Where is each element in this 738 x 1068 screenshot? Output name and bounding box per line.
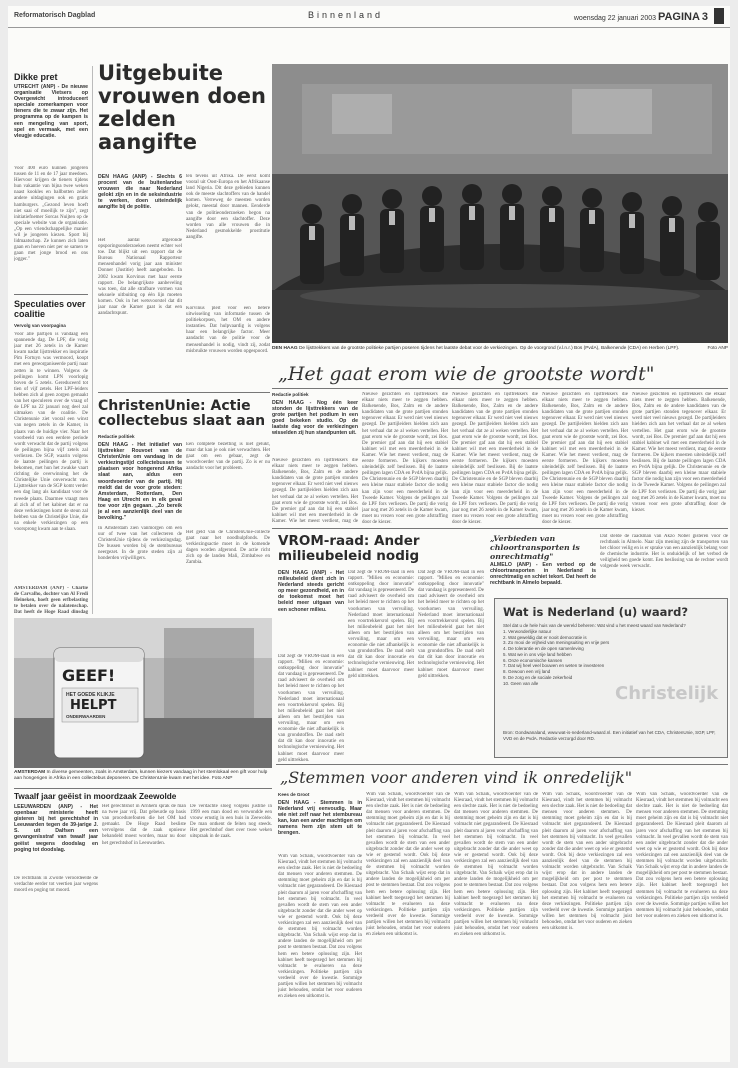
caption-text: De lijsttrekkers van de grootste politieke partijen poseren tijdens het laatste debat voor de verkiezingen. Op de voorgrond (v.l.n.r.) Bos (PvdA), Balkenende (CDA) en Herben (LPF).	[298, 346, 680, 351]
page-header	[8, 6, 730, 28]
quote1-body-part-1: Nieuwe gezichten en lijsttrekkers die elkaar niets meer te zeggen hebben. Balkenende, Bos, Zalm en de andere kandidaten van de grote partijen stonden tegenover elkaar. Er werd niet veel nieuws gezegd. De partijleiders hielden zich aan het verhaal dat ze al weken vertellen. Het gaat erom wie de grootste wordt, zei Bos. De premier gaf aan dat hij een stabiel kabinet wil met een meerderheid in de Kamer. Wie het meest verdient, mag de	[272, 458, 358, 524]
section-name: Binnenland	[308, 10, 384, 20]
vrom-headline: VROM-raad: Ander milieubeleid nodig	[278, 533, 420, 564]
chloor-headline: „Verbieden van chloortransporten is onrechtmatig"	[490, 534, 580, 561]
christenunie-body-3: Het geld van de ChristenUnie-collecte gaat naar het noodhulpfonds. De verkiezingsactie moet in de komende dagen worden afgerond. De actie richt zich op de landen Mali, Zimbabwe en Zambia.	[186, 530, 270, 566]
quote1-body-part-5: Nieuwe gezichten en lijsttrekkers die elkaar niets meer te zeggen hebben. Balkenende, Bos, Zalm en de andere kandidaten van de grote partijen stonden tegenover elkaar. Er werd niet veel nieuws gezegd. De partijleiders hielden zich aan het verhaal dat ze al weken vertellen. Het gaat erom wie de grootste wordt, zei Bos. De premier gaf aan dat hij een stabiel kabinet wil met een meerderheid in de Kamer. Wie het meest verdient, mag de eerste formeren. De kijkers moesten uiteindelijk zelf beslissen. Bij de laatste peilingen lagen CDA en PvdA bijna gelijk. De Christenunie en de SGP bleven daarbij een kleine maar stabiele factor die nodig kan zijn voor een meerderheid in de Tweede Kamer. Volgens de peilingen zal de LPF fors verliezen. De partij die vorig jaar nog met 26 zetels in de Kamer kwam, moet nu vrezen voor een grote afstraffing door de kiezer.	[632, 392, 726, 513]
wat-option: 3. Zo mooi de vrijheid van meningsuiting en vrije pers	[503, 640, 610, 646]
quote1-headline: „Het gaat erom wie de grootste wordt"	[278, 363, 655, 385]
quote2-kicker: Kees de Groot	[278, 792, 310, 797]
photo-credit: Foto ANP	[211, 776, 233, 781]
caption-head: DEN HAAG	[272, 346, 298, 351]
page-number: 3	[701, 11, 708, 23]
column-divider	[92, 66, 93, 614]
christenunie-body-1: In Amsterdam zien vanmorgen om een uur of twee van het collecteren de ChristenUnie tijdens de verkiezingsdag. De bussen worden bij de stembureaus neergezet. In de grote steden zijn al honderden vrijwilligers.	[98, 526, 182, 562]
divider	[14, 294, 88, 295]
divider	[272, 388, 728, 389]
quote1-kicker: Redactie politiek	[272, 392, 309, 397]
twaalf-lead: LEEUWARDEN (ANP) - Het openbaar ministerie heeft gisteren bij het gerechtshof in Leeuwarden tegen de 39-jarige J. S. uit Dalfsen een gevangenisstraf van twaalf jaar geëist wegens doodslag en poging tot doodslag.	[14, 804, 98, 853]
bus-text-onderwaarden: ONDERWAARDEN	[66, 714, 106, 719]
speculaties-body: Voor alle partijen is vandaag een spannende dag. De LPF, die vorig jaar met 26 zetels in de Kamer kwam nadat lijsttrekker en inspiratie Pim Fortuyn was vermoord, koopt met een gereorganiseerde partij naar zetten in te winnen. Volgens de peilingen komt LPN voorlopig boven de 5 zetels. Gereduceerd tot tien of vijf zetels. Het LPF-leiders hebben zich al geen zorgen gemaakt van het speculeren over de vraag of de LPF na 22 januari nog deel zal uitmaken van de coalitie. De Christenunie ziet vooral een winst van negen zetels in de Kamer, in plaats van de huidige vier. Naar het voorbeeld van een eerdere periode wordt verwacht dat de partij volgens de peilingen bijna vijf zetels zal verliezen. De SGP, waarin volgens de laatste peilingen de partij is bekomen, met hun het zwakke vaart richting de overwinning het de Christelijke Unie onverwacht van. Lijsttrekker van de SGP komt verder een dag lang als kandidaat voor de tweede plaats. Daarmee vraagt men al zich af of het kabinet dat er na deze verkiezingen komt de steun zal hebben van de Christelijke Unie, die na enkele verkiezingen op een voorsprong kwam aan te slaan.	[14, 332, 88, 532]
uitgebuite-body-3: Korvinus pleit voor een betere uitwisseling van informatie tussen de politiekorpsen, het OM en andere instanties. Dat hulpvaardig is volgens haar een belangrijke factor. Meer aandacht van de politie voor de mensenhandel is nodig, vindt zij, zodat misbruikte vrouwen worden opgespoord.	[186, 306, 270, 354]
debate-photo-image	[272, 64, 728, 343]
quote2-body-part-4: Wim van Schaik, woordvoerder van de Kiesraad, vindt het stemmen bij volmacht een slechte zaak. Het is niet de bedoeling dat mensen voor anderen stemmen. De stemming moet geheim zijn en dat is bij volmacht niet gegarandeerd. De Kiesraad pleit daarom al jaren voor afschaffing van het stemmen bij volmacht. In veel gevallen wordt de stem van een ander uitgebracht zonder dat die ander weet op wie er gestemd wordt. Ook bij deze verkiezingen zal een aanzienlijk deel van de stemmen bij volmacht worden uitgebracht. Van Schaik wijst erop dat in andere landen de mogelijkheid om per post te stemmen bestaat. Dat zou volgens hem een betere oplossing zijn. Het kabinet heeft toegezegd het stemmen bij volmacht te evalueren na deze verkiezingen. Politieke partijen zijn verdeeld over de kwestie. Sommige partijen willen het stemmen bij volmacht juist behouden, omdat het voor ouderen en zieken een uitkomst is.	[542, 792, 632, 932]
wat-title: Wat is Nederland (u) waard?	[503, 605, 688, 619]
divider	[272, 528, 728, 529]
collectebus-caption	[14, 770, 272, 784]
christenunie-kicker: Redactie politiek	[98, 434, 135, 439]
wat-option: 6. Onze economische kansen	[503, 657, 563, 663]
wat-option: 7. Dat wij heel veel bouwen en weten te investeren	[503, 663, 605, 669]
quote2-body-part-2: Wim van Schaik, woordvoerder van de Kiesraad, vindt het stemmen bij volmacht een slechte zaak. Het is niet de bedoeling dat mensen voor anderen stemmen. De stemming moet geheim zijn en dat is bij volmacht niet gegarandeerd. De Kiesraad pleit daarom al jaren voor afschaffing van het stemmen bij volmacht. In veel gevallen wordt de stem van een ander uitgebracht zonder dat die ander weet op wie er gestemd wordt. Ook bij deze verkiezingen zal een aanzienlijk deel van de stemmen bij volmacht worden uitgebracht. Van Schaik wijst erop dat in andere landen de mogelijkheid om per post te stemmen bestaat. Dat zou volgens hem een betere oplossing zijn. Het kabinet heeft toegezegd het stemmen bij volmacht te evalueren na deze verkiezingen. Politieke partijen zijn verdeeld over de kwestie. Sommige partijen willen het stemmen bij volmacht juist behouden, omdat het voor ouderen en zieken een uitkomst is.	[366, 792, 450, 938]
debate-photo-caption	[272, 346, 728, 360]
wat-option: 10. Geen van alle	[503, 680, 539, 686]
quote1-body-part-2: Nieuwe gezichten en lijsttrekkers die elkaar niets meer te zeggen hebben. Balkenende, Bos, Zalm en de andere kandidaten van de grote partijen stonden tegenover elkaar. Er werd niet veel nieuws gezegd. De partijleiders hielden zich aan het verhaal dat ze al weken vertellen. Het gaat erom wie de grootste wordt, zei Bos. De premier gaf aan dat hij een stabiel kabinet wil met een meerderheid in de Kamer. Wie het meest verdient, mag de eerste formeren. De kijkers moesten uiteindelijk zelf beslissen. Bij de laatste peilingen lagen CDA en PvdA bijna gelijk. De Christenunie en de SGP bleven daarbij een kleine maar stabiele factor die nodig kan zijn voor een meerderheid in de Tweede Kamer. Volgens de peilingen zal de LPF fors verliezen. De partij die vorig jaar nog met 26 zetels in de Kamer kwam, moet nu vrezen voor een grote afstraffing door de kiezer.	[362, 392, 448, 524]
caption-head: AMSTERDAM	[14, 770, 46, 775]
wat-is-nederland-box	[494, 598, 728, 758]
wat-option: 1. Verwonderlijke natuur	[503, 628, 552, 634]
quote2-body-part-5: Wim van Schaik, woordvoerder van de Kiesraad, vindt het stemmen bij volmacht een slechte zaak. Het is niet de bedoeling dat mensen voor anderen stemmen. De stemming moet geheim zijn en dat is bij volmacht niet gegarandeerd. De Kiesraad pleit daarom al jaren voor afschaffing van het stemmen bij volmacht. In veel gevallen wordt de stem van een ander uitgebracht zonder dat die ander weet op wie er gestemd wordt. Ook bij deze verkiezingen zal een aanzienlijk deel van de stemmen bij volmacht worden uitgebracht. Van Schaik wijst erop dat in andere landen de mogelijkheid om per post te stemmen bestaat. Dat zou volgens hem een betere oplossing zijn. Het kabinet heeft toegezegd het stemmen bij volmacht te evalueren na deze verkiezingen. Politieke partijen zijn verdeeld over de kwestie. Sommige partijen willen het stemmen bij volmacht juist behouden, omdat het voor ouderen en zieken een uitkomst is.	[636, 792, 728, 919]
quote2-body-part-1: Wim van Schaik, woordvoerder van de Kiesraad, vindt het stemmen bij volmacht een slechte zaak. Het is niet de bedoeling dat mensen voor anderen stemmen. De stemming moet geheim zijn en dat is bij volmacht niet gegarandeerd. De Kiesraad pleit daarom al jaren voor afschaffing van het stemmen bij volmacht. In veel gevallen wordt de stem van een ander uitgebracht zonder dat die ander weet op wie er gestemd wordt. Ook bij deze verkiezingen zal een aanzienlijk deel van de stemmen bij volmacht worden uitgebracht. Van Schaik wijst erop dat in andere landen de mogelijkheid om per post te stemmen bestaat. Dat zou volgens hem een betere oplossing zijn. Het kabinet heeft toegezegd het stemmen bij volmacht te evalueren na deze verkiezingen. Politieke partijen zijn verdeeld over de kwestie. Sommige partijen willen het stemmen bij volmacht juist behouden, omdat het voor ouderen en zieken een uitkomst is.	[278, 854, 362, 1000]
christenunie-lead: DEN HAAG - Het initiatief van lijsttrekker Rouvoet van de ChristenUnie om vandaag in de verkiezingstijd collectebussen te plaatsen voor hongerend Afrika slaat aan, aldus een woordvoerder van de partij. Hij meldt dat de voor grote steden: Amsterdam, Rotterdam, Den Haag en Utrecht en in elk geval toe voor zijn gegaan. „Zo bereik je al een aanzienlijk deel van de bevolking."	[98, 442, 182, 522]
wat-option: 2. Wat geweldig dat er nooit democratie is	[503, 634, 587, 640]
twaalf-body-1: De rechtbank in Zwolle veroordeelde de verdachte eerder tot veertien jaar wegens moord en poging tot moord.	[14, 876, 98, 894]
collectebus-photo	[14, 618, 272, 768]
paper-name: Reformatorisch Dagblad	[14, 12, 96, 19]
wat-question-list	[503, 623, 721, 687]
caption-text: In diverse gemeenten, zoals in Amsterdam, kunnen kiezers vandaag in het stemlokaal een gift voor hulp aan hongerigen in Afrika in een collectebus deponeren. De ChristenUnie kwam met het idee.	[14, 770, 268, 781]
chloor-lead: ALMELO (ANP) - Een verbod op de chloortransporten in Nederland is onrechtmatig en schiet tekort. Dat heeft de rechtbank in Almelo bepaald.	[490, 562, 596, 587]
amsterdam-note: AMSTERDAM (ANP) - Charlie de Carvalho, dochter van Al Fredi Heineken, hoeft geen erfbelasting te betalen over de nalatenschap. Dat heeft de Hoge Raad dinsdag	[14, 586, 88, 614]
divider	[98, 392, 270, 393]
page-label: PAGINA	[657, 11, 700, 23]
quote2-lead: DEN HAAG - Stemmen is in Nederland vrij eenvoudig. Maar wie niet zelf naar het stembureau kan, kan een ander machtigen om namens hem zijn stem uit te brengen.	[278, 800, 362, 837]
photo-credit: Foto ANP	[707, 346, 728, 351]
quote1-lead: DEN HAAG - Nog één keer stonden de lijsttrekkers van de grote partijen het podium in een goed bekeken studio. Op de laatste dag voor de verkiezingen wisselden zij hun standpunten uit.	[272, 400, 358, 437]
collectebus-photo-image	[14, 618, 272, 768]
wat-option: 4. De tolerantie en de open samenleving	[503, 646, 584, 652]
vrom-body-part-1: Dat zegt de VROM-raad in een rapport. "Milieu en economie: ontkoppeling door innovatie" dat vandaag is gepresenteerd. De raad adviseert de overheid om het beleid meer te richten op het voorkomen van vervuiling. Nederland moet internationaal een voortrekkersrol spelen. Bij het milieubeleid gaat het niet alleen om het bestrijden van vervuiling, maar om een economie die niet afhankelijk is van grondstoffen. De raad stelt dat dit kan door innovatie en technologische vernieuwing. Het kabinet moet daarvoor meer geld uittrekken.	[278, 654, 344, 763]
dikke-pret-title: Dikke pret	[14, 72, 58, 82]
quote2-headline: „Stemmen voor anderen vind ik onredelijk"	[280, 768, 633, 787]
speculaties-kicker: Vervolg van voorpagina	[14, 323, 66, 328]
speculaties-title: Speculaties over coalitie	[14, 299, 86, 319]
twaalf-body-2: Het gerechtshof in Arnhem sprak de man na twee jaar vrij. Dat gebeurde op basis van procedurefouten die het OM had gemaakt. De Hoge Raad besliste vervolgens dat de zaak opnieuw behandeld moest worden, maar nu door het gerechtshof in Leeuwarden.	[102, 804, 186, 846]
wat-option: 9. De zorg en de sociale zekerheid	[503, 675, 573, 681]
bus-text-helpt: HELPT	[70, 698, 117, 713]
wat-option: 8. Gewoon een vrij land	[503, 669, 551, 675]
wat-intro: Stel dat u de hele huis van de wereld beheren: Wat vind u het meest waard van Nederland?	[503, 623, 686, 628]
twaalf-body-3: De verdachte sloeg volgens justitie in 1999 een man dood en verwondde een vrouw ernstig in een huis in Zeewolde. De man ontkent de feiten nog steeds. Het gerechtshof doet over twee weken uitspraak in de zaak.	[190, 804, 272, 840]
uitgebuite-lead: DEN HAAG (ANP) - Slechts 6 procent van de buitenlandse vrouwen die naar Nederland gelokt zijn en in de seksindustrie te werken, doen uiteindelijk aangifte bij de politie.	[98, 174, 182, 211]
page-tab-marker	[714, 8, 724, 24]
bus-text-geef: GEEF!	[62, 666, 116, 685]
uitgebuite-headline: Uitgebuite vrouwen doen zelden aangifte	[98, 61, 266, 154]
twaalf-headline: Twaalf jaar geëist in moordzaak Zeewolde	[14, 792, 177, 801]
wat-watermark: Christelijk	[615, 683, 719, 704]
christenunie-body-2: Een complete bezetting is niet gelukt, maar dat kan je ook niet verwachten. Het gaat om een gebaar, zegt de woordvoerder van de partij. Zo is er nu aandacht voor het probleem.	[186, 442, 270, 472]
quote1-body-part-3: Nieuwe gezichten en lijsttrekkers die elkaar niets meer te zeggen hebben. Balkenende, Bos, Zalm en de andere kandidaten van de grote partijen stonden tegenover elkaar. Er werd niet veel nieuws gezegd. De partijleiders hielden zich aan het verhaal dat ze al weken vertellen. Het gaat erom wie de grootste wordt, zei Bos. De premier gaf aan dat hij een stabiel kabinet wil met een meerderheid in de Kamer. Wie het meest verdient, mag de eerste formeren. De kijkers moesten uiteindelijk zelf beslissen. Bij de laatste peilingen lagen CDA en PvdA bijna gelijk. De Christenunie en de SGP bleven daarbij een kleine maar stabiele factor die nodig kan zijn voor een meerderheid in de Tweede Kamer. Volgens de peilingen zal de LPF fors verliezen. De partij die vorig jaar nog met 26 zetels in de Kamer kwam, moet nu vrezen voor een grote afstraffing door de kiezer.	[452, 392, 538, 524]
page-date	[574, 11, 708, 23]
christenunie-headline: ChristenUnie: Actie collectebus slaat aan	[98, 398, 266, 429]
wat-option: 5. Wat we in ons vrije land hebben	[503, 651, 572, 657]
vrom-body-part-3: Dat zegt de VROM-raad in een rapport. "Milieu en economie: ontkoppeling door innovatie" dat vandaag is gepresenteerd. De raad adviseert de overheid om het beleid meer te richten op het voorkomen van vervuiling. Nederland moet internationaal een voortrekkersrol spelen. Bij het milieubeleid gaat het niet alleen om het bestrijden van vervuiling, maar om een economie die niet afhankelijk is van grondstoffen. De raad stelt dat dit kan door innovatie en technologische vernieuwing. Het kabinet moet daarvoor meer geld uittrekken.	[418, 570, 484, 679]
dikke-pret-lead: UTRECHT (ANP) - De nieuwe organisatie Vietsers op Overgewicht introduceert speciale zomerkampen voor tieners die te zwaar zijn. Het programma op de kampen is een mengeling van sport, spel en vermaak, met een vleugje educatie.	[14, 84, 88, 139]
uitgebuite-body-1: Het aantal afgeronde opsporingsonderzoeken neemt echter wel toe. Dat blijkt uit een rapport dat de Bureau Nationaal Rapporteur mensenhandel vorig jaar aan minister Donner (Justitie) heeft aangeboden. In 2002 kwam Korvinus met haar eerste rapport. De belangrijkste aanbeveling was toen, dat alle strafbare vormen van seksuele uitbuiting op één lijn moeten komen. Ook in het wetsvoorstel dat dit jaar naar de Kamer gaat is dat een aandachtspunt.	[98, 238, 182, 317]
bus-text-klikje: HET GOEDE KLIKJE	[66, 692, 115, 698]
debate-photo	[272, 64, 728, 343]
wat-source: Bron: Gondwanaland, www.wat-is-nederland-waard.nl. Een initiatief van het CDA, ChristenUnie, SGP, LPF, VVD en de PvdA. Redactie verzorgd door RD.	[503, 730, 716, 741]
date-text: woensdag 22 januari 2003	[573, 15, 656, 22]
divider	[14, 788, 272, 789]
newspaper-page	[8, 6, 730, 1062]
uitgebuite-body-2: ten tevens uit Afrika. De eerst komt vooral uit Oost-Europa en het Afrikaanse land Nigeria. Dit deze gebieden kunnen ook de meeste slachtoffers van de handel komen. Verreweg de meesten worden gelokt, meestal door mannen. Eenderde van de politieonderzoeken begon na aangifte door een slachtoffer. Deze worden van alle vrouwen die in Nederland gesmokkelde prostitutie aangifte.	[186, 174, 270, 240]
divider	[276, 764, 728, 765]
vrom-body-part-2: Dat zegt de VROM-raad in een rapport. "Milieu en economie: ontkoppeling door innovatie" dat vandaag is gepresenteerd. De raad adviseert de overheid om het beleid meer te richten op het voorkomen van vervuiling. Nederland moet internationaal een voortrekkersrol spelen. Bij het milieubeleid gaat het niet alleen om het bestrijden van vervuiling, maar om een economie die niet afhankelijk is van grondstoffen. De raad stelt dat dit kan door innovatie en technologische vernieuwing. Het kabinet moet daarvoor meer geld uittrekken.	[348, 570, 414, 679]
quote2-body-part-3: Wim van Schaik, woordvoerder van de Kiesraad, vindt het stemmen bij volmacht een slechte zaak. Het is niet de bedoeling dat mensen voor anderen stemmen. De stemming moet geheim zijn en dat is bij volmacht niet gegarandeerd. De Kiesraad pleit daarom al jaren voor afschaffing van het stemmen bij volmacht. In veel gevallen wordt de stem van een ander uitgebracht zonder dat die ander weet op wie er gestemd wordt. Ook bij deze verkiezingen zal een aanzienlijk deel van de stemmen bij volmacht worden uitgebracht. Van Schaik wijst erop dat in andere landen de mogelijkheid om per post te stemmen bestaat. Dat zou volgens hem een betere oplossing zijn. Het kabinet heeft toegezegd het stemmen bij volmacht te evalueren na deze verkiezingen. Politieke partijen zijn verdeeld over de kwestie. Sommige partijen willen het stemmen bij volmacht juist behouden, omdat het voor ouderen en zieken een uitkomst is.	[454, 792, 538, 938]
quote1-body-part-4: Nieuwe gezichten en lijsttrekkers die elkaar niets meer te zeggen hebben. Balkenende, Bos, Zalm en de andere kandidaten van de grote partijen stonden tegenover elkaar. Er werd niet veel nieuws gezegd. De partijleiders hielden zich aan het verhaal dat ze al weken vertellen. Het gaat erom wie de grootste wordt, zei Bos. De premier gaf aan dat hij een stabiel kabinet wil met een meerderheid in de Kamer. Wie het meest verdient, mag de eerste formeren. De kijkers moesten uiteindelijk zelf beslissen. Bij de laatste peilingen lagen CDA en PvdA bijna gelijk. De Christenunie en de SGP bleven daarbij een kleine maar stabiele factor die nodig kan zijn voor een meerderheid in de Tweede Kamer. Volgens de peilingen zal de LPF fors verliezen. De partij die vorig jaar nog met 26 zetels in de Kamer kwam, moet nu vrezen voor een grote afstraffing door de kiezer.	[542, 392, 628, 524]
vrom-lead: DEN HAAG (ANP) - Het milieubeleid dient zich in Nederland steeds gericht op meer gezondheid, en in de toekomst moet het beleid meer uitgaan van een schoner milieu.	[278, 570, 344, 613]
chloor-body: Dat stelde de raadsman van Akzo Nobel gisteren voor de rechtbank in Almelo. Naar zijn mening zijn de transporten van het chloor veilig en is er sprake van een aanzienlijk belang voor de chemische industrie. Het is onduidelijk of het verbod de veiligheid ten goede komt. Een beslissing van de rechter wordt volgende week verwacht.	[600, 534, 728, 570]
dikke-pret-body: Voor 400 euro kunnen jongeren tussen de 11 en de 17 jaar meedoen. Hiervoor krijgen de tieners tijdens hun vakantie van bijna twee weken naast kookles en ballbotten zeiler andere uitdagingen ook en gratis hamburgers. „Gezond leven hoeft niet saai of moeilijk te zijn", zegt initiatiefnemer Sorcas Nuijten op de speciale website van de organisatie. „Op een vriendschappelijke manier wil je jongeren kiezen. Sport bij lidmaatschap. Ze kunnen zich laten gaan en hoeven niet per se samen te gaan met jonge brood en ons jogger."	[14, 166, 88, 263]
